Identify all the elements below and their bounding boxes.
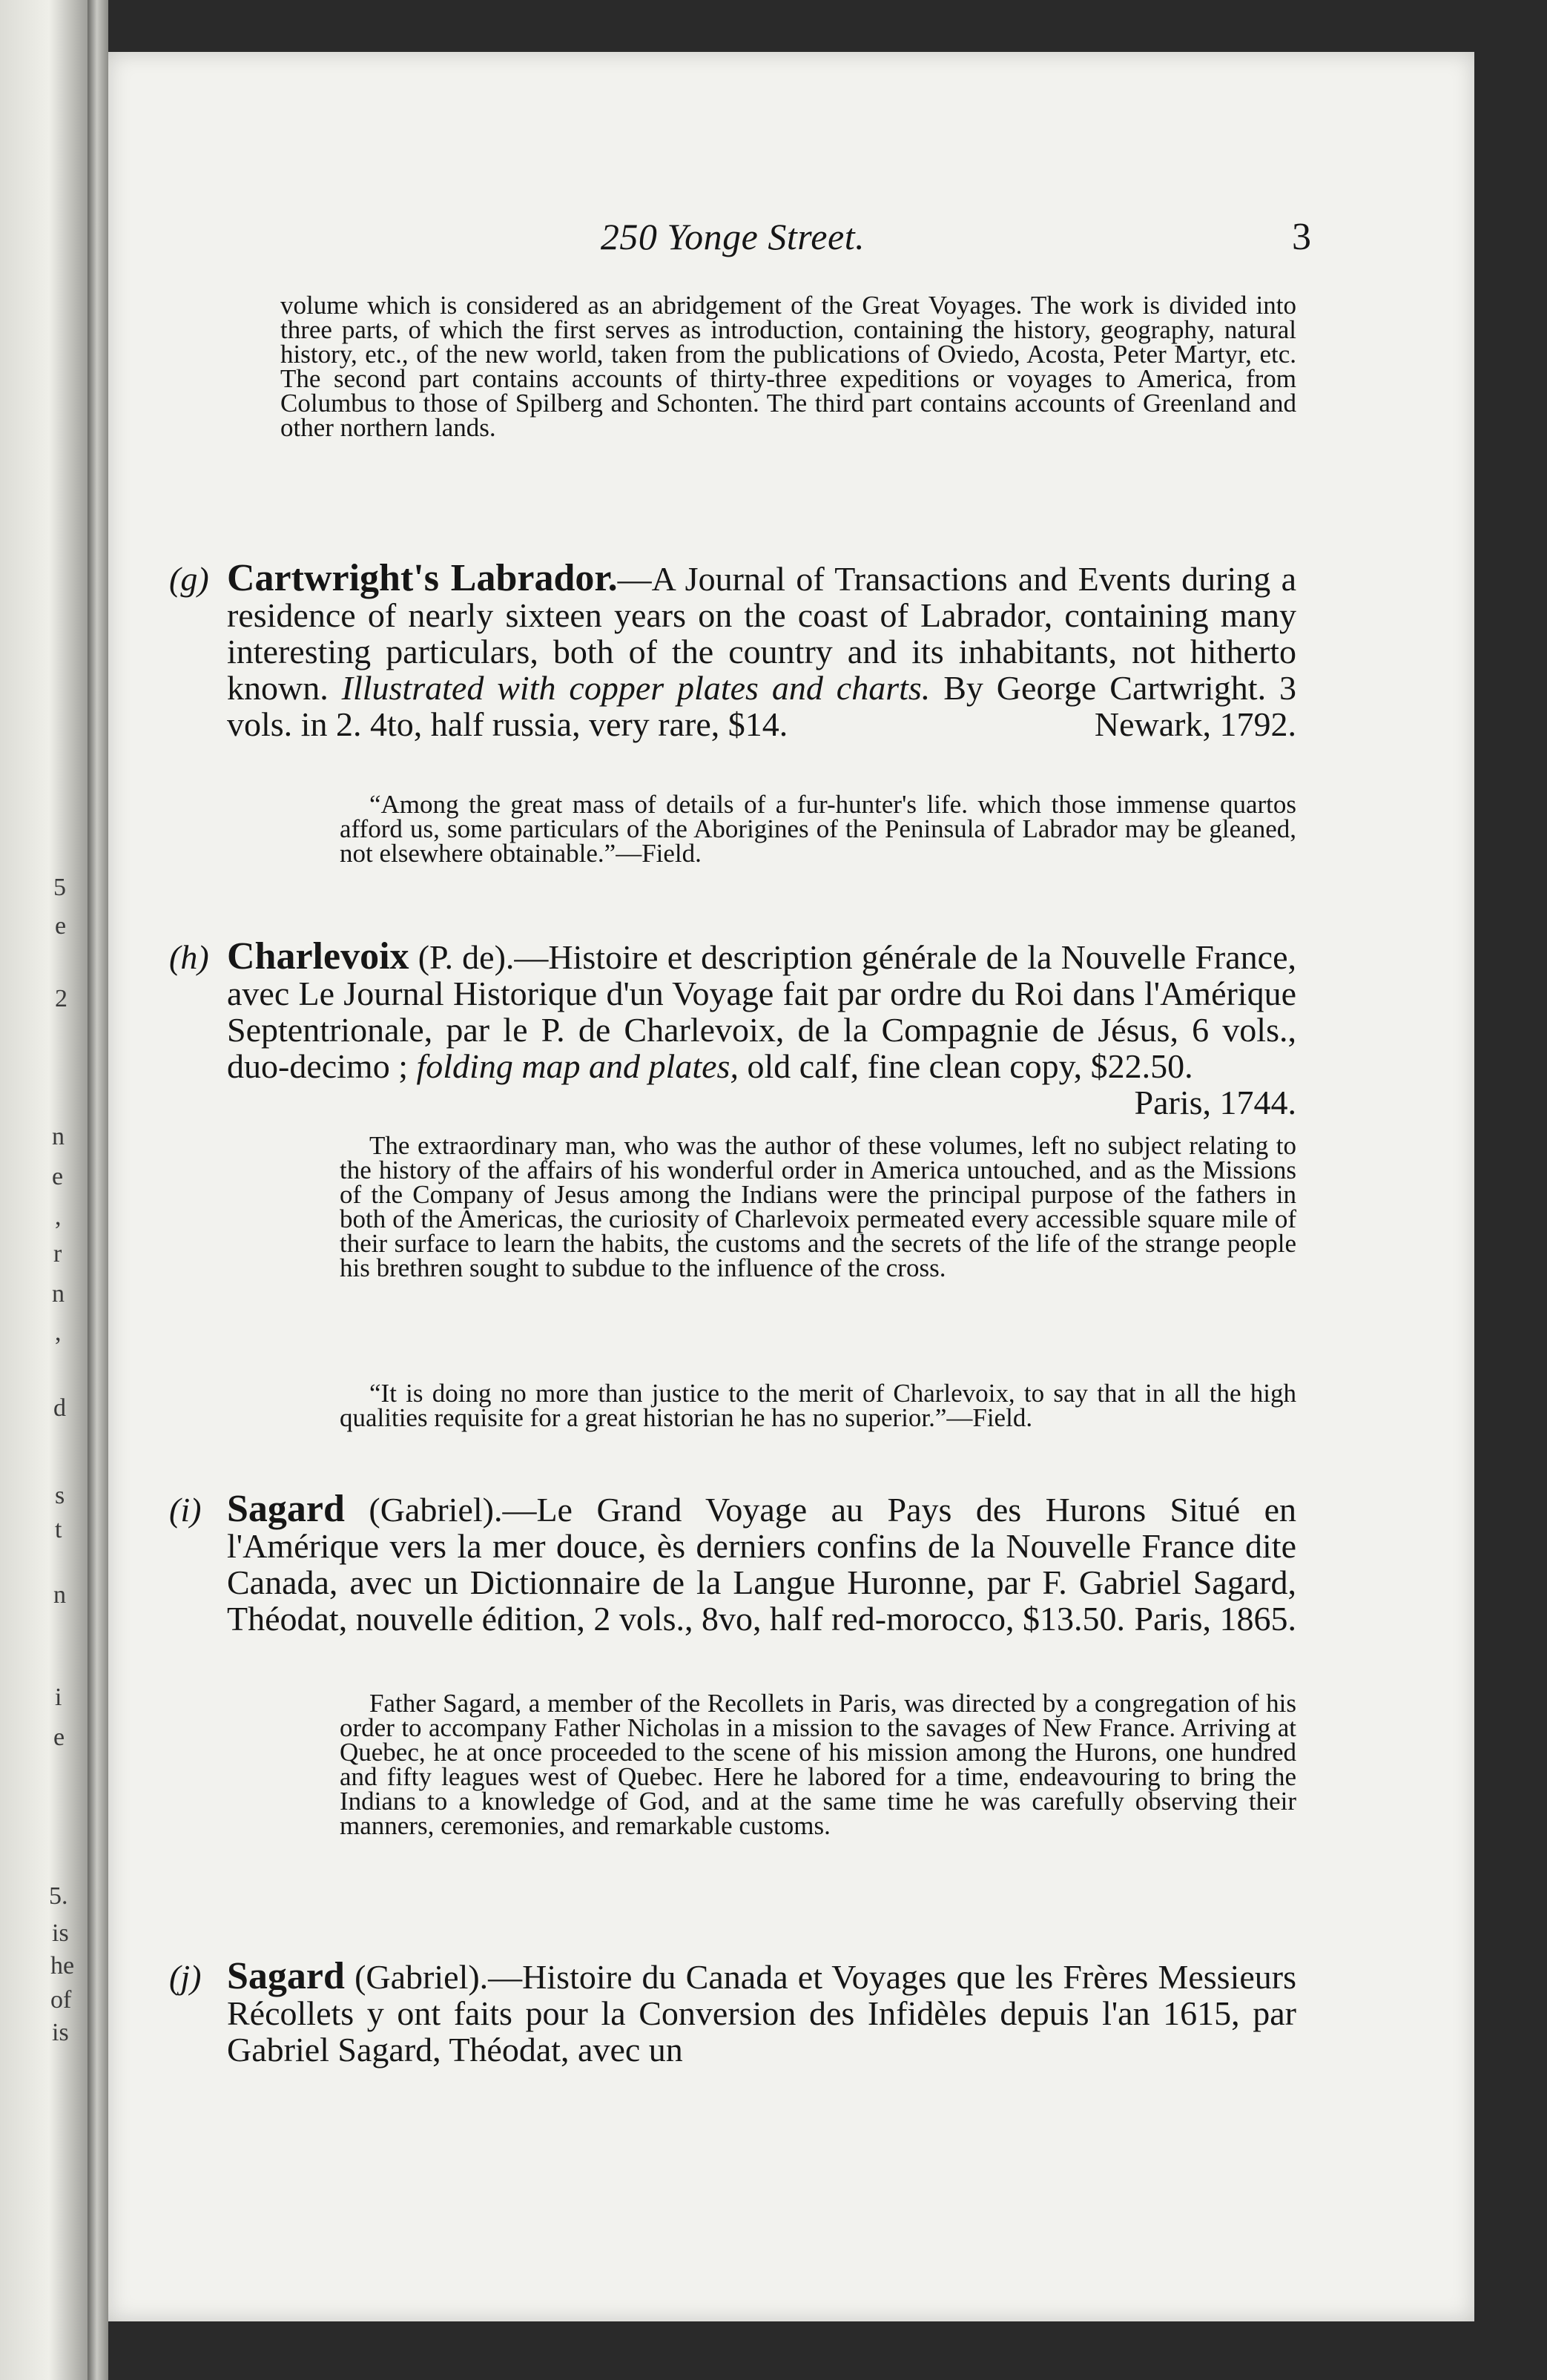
entry-description: (Gabriel).—Histoire du Canada et Voyages que les Frères Messieurs Récollets y ont faits pour la Conversion des Infidèles depuis l'an 1615, par Gabriel Sagard, Théodat, avec un: [227, 1958, 1296, 2069]
facing-page-char: e: [52, 1163, 64, 1190]
entry-place-date: Paris, 1744.: [1134, 1084, 1296, 1121]
facing-page-char: 5: [53, 874, 66, 901]
entry-description-cont: By George Cartwright. 3 vols. in 2. 4to, half russia, very rare, $14.: [227, 669, 1296, 743]
entry-title: Sagard: [227, 1955, 345, 1997]
entry-description: (Gabriel).—Le Grand Voyage au Pays des Hurons Situé en l'Amérique vers la mer douce, ès derniers confins de la Nouvelle France dite Canada, avec un Dictionnaire de la Langue Huronne, par F. Gabriel Sagard, Théodat, nouvelle édition, 2 vols., 8vo, half red-morocco, $13.50.: [227, 1491, 1296, 1638]
facing-page-char: e: [55, 912, 67, 940]
facing-page-char: r: [53, 1240, 62, 1268]
catalog-entry: [169, 1488, 1296, 1638]
catalog-entry: [169, 1955, 1296, 2069]
facing-page-edge: [0, 0, 89, 2380]
page-number: 3: [1292, 216, 1311, 258]
entry-note: “Among the great mass of details of a fur-hunter's life. which those immense quartos afford us, some particulars of the Aborigines of the Peninsula of Labrador may be gleaned, not elsewhere obtainable.”—Field.: [340, 790, 1296, 868]
facing-page-char: 2: [55, 985, 67, 1012]
entry-note: “It is doing no more than justice to the merit of Charlevoix, to say that in all the high qualities requisite for a great historian he has no superior.”—Field.: [340, 1379, 1296, 1432]
facing-page-char: is: [52, 1919, 69, 1947]
entry-place-date: Newark, 1792.: [1094, 705, 1296, 743]
catalog-entry: [169, 557, 1296, 743]
facing-page-char: he: [50, 1952, 75, 1980]
entry-marker: (g): [169, 560, 209, 598]
facing-page-char: n: [53, 1581, 66, 1609]
entry-title: Cartwright's Labrador.: [227, 557, 618, 599]
facing-page-char: ,: [55, 1319, 62, 1346]
entry-marker: (j): [169, 1958, 202, 1996]
entry-marker: (h): [169, 938, 209, 976]
intro-paragraph: volume which is considered as an abridgement of the Great Voyages. The work is divided into three parts, of which the first serves as introduction, containing the history, geography, natural history, etc., of the new world, taken from the publications of Oviedo, Acosta, Peter Martyr, etc. The second part contains accounts of thirty-three expeditions or voyages to America, from Columbus to those of Spilberg and Schonten. The third part contains accounts of Greenland and other northern lands.: [280, 291, 1296, 442]
facing-page-char: n: [52, 1123, 65, 1150]
facing-page-char: n: [52, 1280, 65, 1308]
entry-description: (P. de).—Histoire et description générale de la Nouvelle France, avec Le Journal Historique d'un Voyage fait par ordre du Roi dans l'Amérique Septentrionale, par le P. de Charlevoix, de la Compagnie de Jésus, 6 vols., duo-decimo ;: [227, 938, 1296, 1085]
facing-page-char: d: [53, 1394, 66, 1422]
entry-note: Father Sagard, a member of the Recollets in Paris, was directed by a congregation of his order to accompany Father Nicholas in a mission to the savages of New France. Arriving at Quebec, he at once proceeded to the scene of his mission among the Hurons, one hundred and fifty leagues west of Quebec. Here he labored for a time, endeavouring to bring the Indians to a knowledge of God, and at the same time he was carefully observing their manners, ceremonies, and remarkable customs.: [340, 1689, 1296, 1840]
entry-marker: (i): [169, 1491, 202, 1529]
entry-title: Sagard: [227, 1488, 345, 1530]
entry-italic-note: Illustrated with copper plates and charts.: [341, 669, 931, 707]
facing-page-char: ,: [55, 1203, 62, 1230]
entry-place-date: Paris, 1865.: [1134, 1600, 1296, 1638]
facing-page-char: t: [55, 1516, 62, 1543]
facing-page-char: 5.: [49, 1882, 68, 1910]
running-head: 250 Yonge Street.: [600, 216, 865, 257]
entry-description-cont: old calf, fine clean copy, $22.50.: [747, 1047, 1193, 1085]
facing-page-char: is: [52, 2019, 69, 2046]
facing-page-char: e: [53, 1724, 65, 1751]
entry-description: —A Journal of Transactions and Events during a residence of nearly sixteen years on the coast of Labrador, containing many interesting particulars, both of the country and its inhabitants, not hitherto known.: [227, 560, 1296, 707]
facing-page-char: of: [50, 1986, 72, 2014]
facing-page-char: i: [55, 1684, 62, 1711]
catalog-entry: [169, 935, 1296, 1121]
entry-note: The extraordinary man, who was the author of these volumes, left no subject relating to the history of the affairs of his wonderful order in America untouched, and as the Missions of the Company of Jesus among the Indians were the principal purpose of the fathers in both of the Americas, the curiosity of Charlevoix permeated every accessible square mile of their surface to learn the habits, the customs and the secrets of the life of the strange people his brethren sought to subdue to the influence of the cross.: [340, 1131, 1296, 1282]
page-header: [169, 215, 1311, 267]
book-gutter: [88, 0, 108, 2380]
entry-italic-note: folding map and plates,: [416, 1047, 739, 1085]
entry-title: Charlevoix: [227, 935, 409, 978]
facing-page-char: s: [55, 1482, 65, 1509]
